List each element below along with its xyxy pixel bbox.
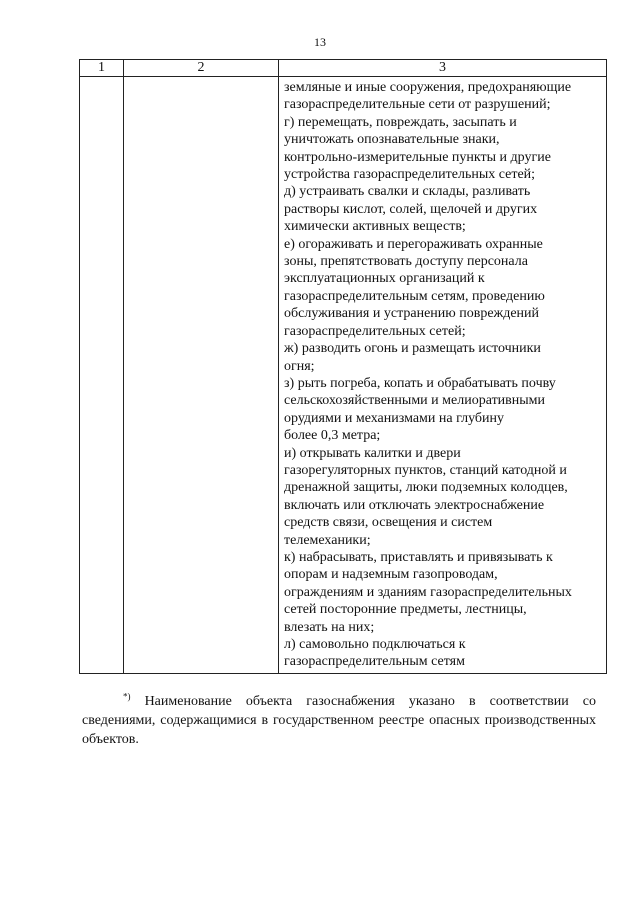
document-table bbox=[79, 59, 607, 674]
footnote bbox=[82, 692, 596, 749]
footnote-marker: *) bbox=[123, 691, 131, 702]
text-line: к) набрасывать, приставлять и привязывать к bbox=[284, 549, 553, 565]
text-line: эксплуатационных организаций к bbox=[284, 271, 485, 287]
text-line: влезать на них; bbox=[284, 619, 375, 635]
table-row bbox=[80, 77, 607, 674]
text-line: газораспределительные сети от разрушений; bbox=[284, 97, 551, 113]
table-cell-col1 bbox=[80, 77, 124, 674]
text-line: включать или отключать электроснабжение bbox=[284, 497, 545, 513]
text-line: химически активных веществ; bbox=[284, 219, 466, 235]
column-header-3: 3 bbox=[279, 60, 607, 77]
table-cell-col2 bbox=[124, 77, 279, 674]
text-line: газораспределительных сетей; bbox=[284, 323, 466, 339]
text-line: средств связи, освещения и систем bbox=[284, 515, 493, 531]
text-line: ж) разводить огонь и размещать источники bbox=[284, 341, 541, 357]
page-number: 13 bbox=[314, 35, 326, 49]
text-line: з) рыть погреба, копать и обрабатывать почву bbox=[284, 375, 556, 391]
text-line: уничтожать опознавательные знаки, bbox=[284, 132, 500, 148]
text-line: газораспределительным сетям, проведению bbox=[284, 288, 545, 304]
text-line: ограждениям и зданиям газораспределительных bbox=[284, 584, 572, 600]
text-line: более 0,3 метра; bbox=[284, 428, 381, 444]
column-header-1: 1 bbox=[80, 60, 124, 77]
text-line: опорам и надземным газопроводам, bbox=[284, 567, 498, 583]
text-line: газораспределительным сетям bbox=[284, 654, 465, 670]
column-header-2: 2 bbox=[124, 60, 279, 77]
text-line: устройства газораспределительных сетей; bbox=[284, 167, 536, 183]
prohibitions-text bbox=[284, 79, 602, 671]
text-line: л) самовольно подключаться к bbox=[284, 637, 466, 652]
text-line: огня; bbox=[284, 358, 315, 374]
footnote-text: Наименование объекта газоснабжения указано в соответствии со сведениями, содержащимися в государственном реестре опасных производственных объектов. bbox=[82, 694, 596, 747]
text-line: и) открывать калитки и двери bbox=[284, 445, 461, 461]
text-line: г) перемещать, повреждать, засыпать и bbox=[284, 114, 517, 130]
text-line: д) устраивать свалки и склады, разливать bbox=[284, 184, 531, 200]
text-line: е) огораживать и перегораживать охранные bbox=[284, 236, 543, 252]
text-line: сетей посторонние предметы, лестницы, bbox=[284, 602, 527, 618]
text-line: дренажной защиты, люки подземных колодцев, bbox=[284, 480, 568, 496]
table-header-row bbox=[80, 60, 607, 77]
text-line: обслуживания и устранению повреждений bbox=[284, 306, 540, 322]
text-line: сельскохозяйственными и мелиоративными bbox=[284, 393, 546, 409]
text-line: зоны, препятствовать доступу персонала bbox=[284, 254, 528, 270]
text-line: растворы кислот, солей, щелочей и других bbox=[284, 201, 538, 217]
text-line: газорегуляторных пунктов, станций катодной и bbox=[284, 462, 567, 478]
table-cell-col3 bbox=[279, 77, 607, 674]
text-line: земляные и иные сооружения, предохраняющие bbox=[284, 80, 572, 95]
text-line: телемеханики; bbox=[284, 532, 371, 548]
text-line: орудиями и механизмами на глубину bbox=[284, 410, 505, 426]
text-line: контрольно-измерительные пункты и другие bbox=[284, 149, 551, 165]
